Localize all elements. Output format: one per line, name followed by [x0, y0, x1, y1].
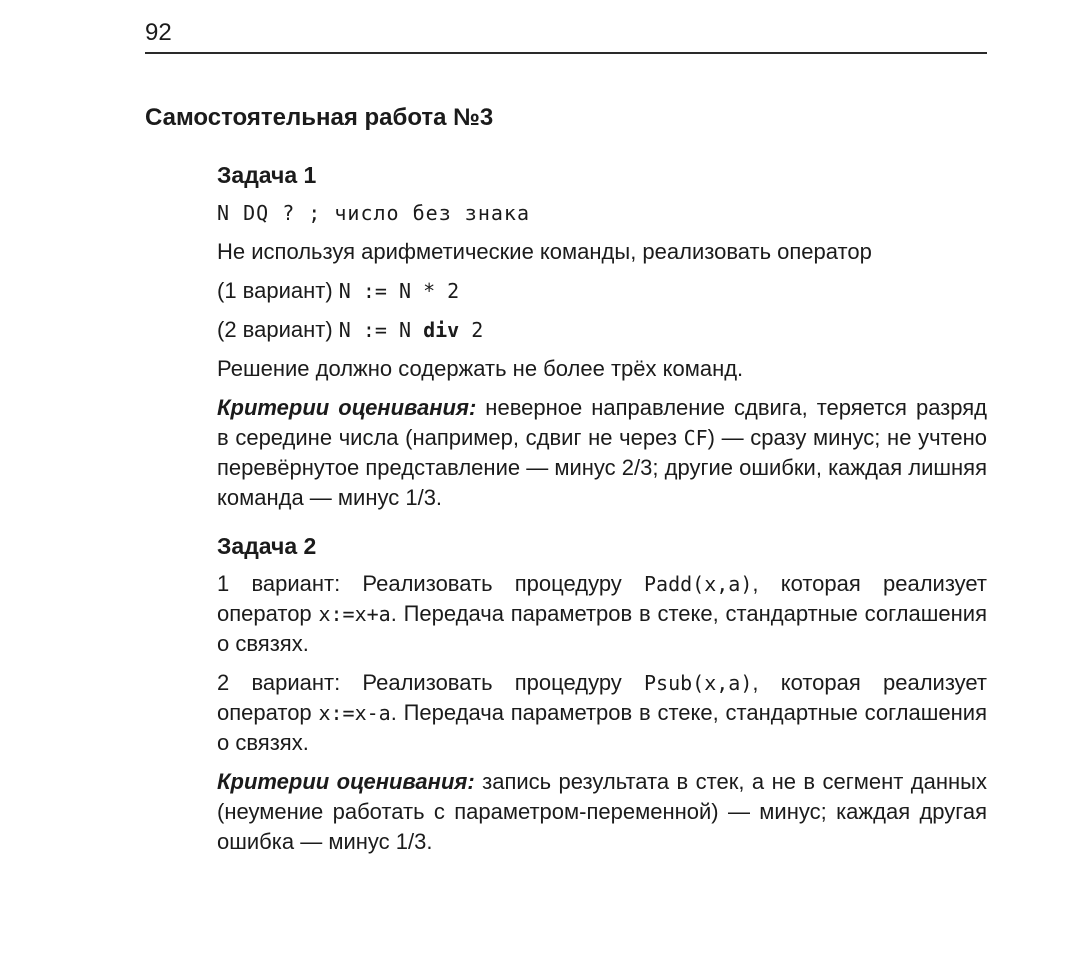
criteria-lead-2: Критерии оценивания: [217, 769, 475, 794]
v2-op-code: x:=x-a [318, 701, 391, 725]
v2-text-2: , которая реализует оператор [217, 670, 987, 725]
task-2-variant-2-paragraph [217, 668, 987, 758]
v2-text-3: . Передача параметров в стеке, стандартные соглашения о связях. [217, 700, 987, 755]
content-column [217, 160, 987, 857]
task-section-2 [217, 531, 987, 857]
task-1-intro: Не используя арифметические команды, реализовать оператор [217, 239, 872, 264]
v1-op-code: x:=x+a [318, 602, 391, 626]
page-title: Самостоятельная работа №3 [145, 104, 494, 131]
variant-2-line [217, 315, 987, 345]
v2-proc-code: Psub(x,a) [644, 671, 753, 695]
criteria-code: CF [683, 426, 708, 450]
task-2-variant-1-paragraph [217, 569, 987, 659]
criteria-lead: Критерии оценивания: [217, 395, 477, 420]
criteria-2-text: запись результата в стек, а не в сегмент данных (неумение работать с параметром-переменной) — минус; каждая другая ошибка — минус 1/3. [217, 769, 987, 854]
v1-text-2: , которая реализует оператор [217, 571, 987, 626]
variant-2-code-tail: 2 [459, 318, 484, 342]
v1-proc-code: Padd(x,a) [644, 572, 753, 596]
criteria-text-2: ) — сразу минус; не учтено перевёрнутое представление — минус 2/3; другие ошибки, каждая лишняя команда — минус 1/3. [217, 425, 987, 510]
v1-text-1: 1 вариант: Реализовать процедуру [217, 571, 645, 596]
variant-2-label: (2 вариант) [217, 317, 339, 342]
task-1-note: Решение должно содержать не более трёх команд. [217, 356, 744, 381]
variant-2-code-bold: div [423, 318, 460, 342]
page-number: 92 [145, 19, 172, 46]
v2-text-1: 2 вариант: Реализовать процедуру [217, 670, 645, 695]
code-line: N DQ ? ; число без знака [217, 201, 530, 225]
task-section-1 [217, 160, 987, 513]
criteria-text-1: неверное направление сдвига, теряется разряд в середине числа (например, сдвиг не через [217, 395, 988, 450]
variant-2-code: N := N [338, 318, 424, 342]
variant-1-code: N := N * 2 [338, 279, 460, 303]
task-1-criteria [217, 393, 987, 513]
page-header [145, 20, 987, 54]
variant-1-line [217, 276, 987, 306]
task-1-title: Задача 1 [217, 162, 317, 188]
task-2-criteria [217, 767, 987, 857]
task-2-title: Задача 2 [217, 533, 317, 559]
variant-1-label: (1 вариант) [217, 278, 339, 303]
v1-text-3: . Передача параметров в стеке, стандартные соглашения о связях. [217, 601, 987, 656]
